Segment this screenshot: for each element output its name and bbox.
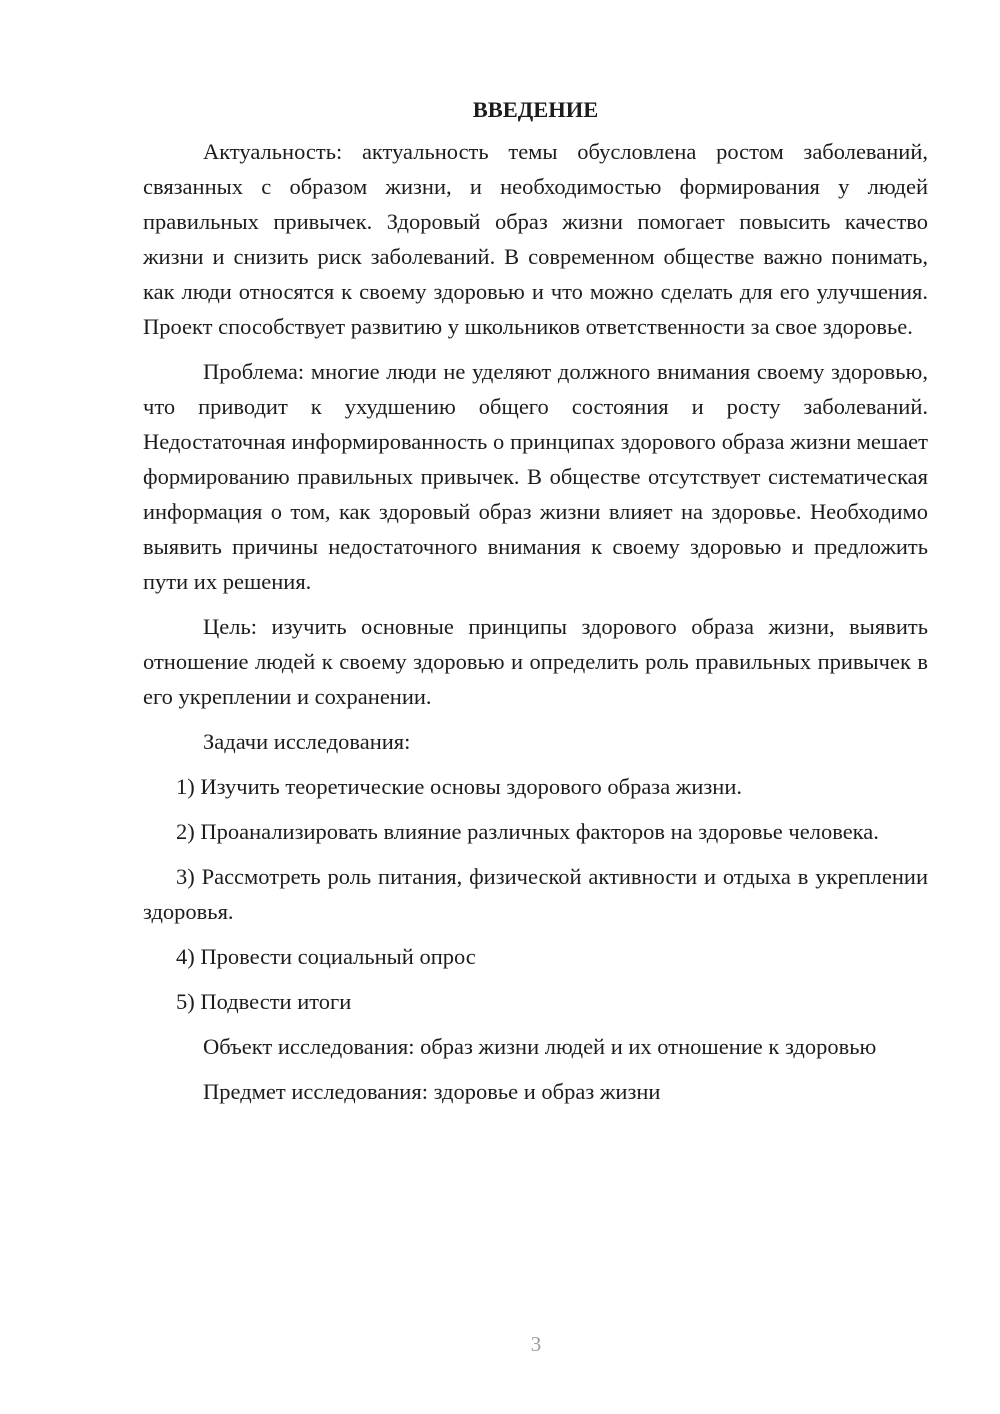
tasks-heading: Задачи исследования: <box>203 729 411 754</box>
task-item-3: 3) Рассмотреть роль питания, физической активности и отдыха в укреплении здоровья. <box>143 864 928 924</box>
task-item-2: 2) Проанализировать влияние различных факторов на здоровье человека. <box>176 819 879 844</box>
paragraph-problem: Проблема: многие люди не уделяют должного внимания своему здоровью, что приводит к ухудшению общего состояния и росту заболеваний. Недостаточная информированность о принципах здорового образа жизни мешает формированию правильных привычек. В обществе отсутствует систематическая информация о том, как здоровый образ жизни влияет на здоровье. Необходимо выявить причины недостаточного внимания к своему здоровью и предложить пути их решения. <box>143 359 928 594</box>
task-item-4: 4) Провести социальный опрос <box>176 944 476 969</box>
paragraph-goal: Цель: изучить основные принципы здорового образа жизни, выявить отношение людей к своему здоровью и определить роль правильных привычек в его укреплении и сохранении. <box>143 614 928 709</box>
page-number: 3 <box>530 1332 542 1356</box>
task-item-5: 5) Подвести итоги <box>176 989 352 1014</box>
page-title: ВВЕДЕНИЕ <box>472 97 599 122</box>
paragraph-relevance: Актуальность: актуальность темы обусловлена ростом заболеваний, связанных с образом жизни, и необходимостью формирования у людей правильных привычек. Здоровый образ жизни помогает повысить качество жизни и снизить риск заболеваний. В современном обществе важно понимать, как люди относятся к своему здоровью и что можно сделать для его улучшения. Проект способствует развитию у школьников ответственности за свое здоровье. <box>143 139 928 339</box>
document-page <box>143 92 928 1119</box>
task-item-1: 1) Изучить теоретические основы здорового образа жизни. <box>176 774 742 799</box>
paragraph-research-subject: Предмет исследования: здоровье и образ жизни <box>203 1079 661 1104</box>
paragraph-research-object: Объект исследования: образ жизни людей и их отношение к здоровью <box>203 1034 877 1059</box>
